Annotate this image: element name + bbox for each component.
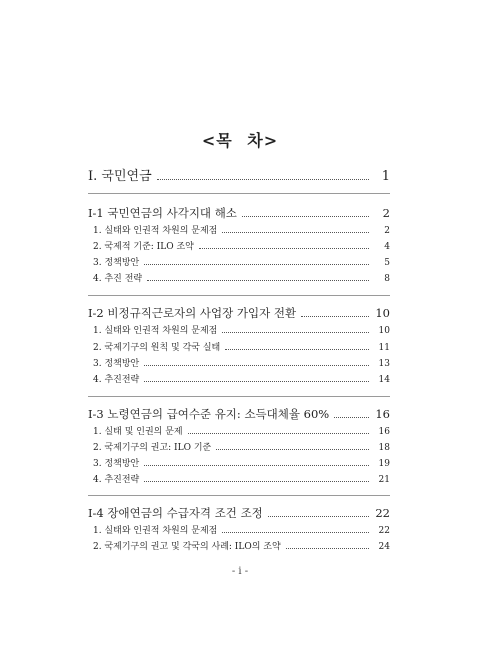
toc-item-label: 2. 국제기구의 권고 및 각국의 사례: ILO의 조약: [93, 542, 281, 552]
dot-leader: [144, 381, 369, 382]
dot-leader: [222, 332, 369, 333]
toc-item: [93, 527, 390, 536]
toc-item-page: 4: [384, 242, 390, 252]
toc-item-label: 3. 정책방안: [93, 359, 140, 369]
toc-item-page: 5: [384, 258, 390, 268]
dot-leader: [199, 248, 369, 249]
toc-item-page: 24: [378, 542, 390, 552]
toc-item-label: 2. 국제기구의 원칙 및 각국 실태: [93, 343, 221, 353]
divider: [88, 193, 390, 194]
toc-item-page: 21: [378, 475, 390, 485]
dot-leader: [222, 232, 369, 233]
toc-item: [93, 327, 390, 336]
toc-chapter-page: 1: [381, 169, 390, 184]
toc-section: [88, 308, 390, 320]
toc-item: [93, 444, 390, 453]
toc-section: [88, 508, 390, 520]
toc-item-page: 10: [378, 326, 390, 336]
dot-leader: [144, 481, 369, 482]
dot-leader: [144, 365, 369, 366]
toc-item-page: 19: [378, 459, 390, 469]
divider: [88, 495, 390, 496]
toc-item-page: 8: [384, 274, 390, 284]
divider: [88, 396, 390, 397]
toc-section-page: 16: [375, 407, 390, 421]
toc-item-page: 22: [378, 526, 390, 536]
toc-item-label: 3. 정책방안: [93, 459, 140, 469]
toc-item: [93, 227, 390, 236]
toc-item-label: 4. 추진전략: [93, 475, 140, 485]
toc-item: [93, 360, 390, 369]
toc-item-label: 4. 추진 전략: [93, 274, 143, 284]
toc-item-label: 4. 추진전략: [93, 375, 140, 385]
toc-item-label: 1. 실태와 인권적 차원의 문제점: [93, 326, 218, 336]
toc-item: [93, 275, 390, 284]
toc-item: [93, 543, 390, 552]
toc-item-label: 1. 실태와 인권적 차원의 문제점: [93, 226, 218, 236]
toc-section-label: Ⅰ-4 장애연금의 수급자격 조건 조정: [88, 506, 263, 520]
toc-chapter-label: Ⅰ. 국민연금: [88, 169, 152, 184]
toc-item-label: 1. 실태와 인권적 차원의 문제점: [93, 526, 218, 536]
toc-title: <목 차>: [201, 131, 279, 150]
dot-leader: [147, 280, 369, 281]
dot-leader: [242, 216, 369, 217]
toc-item-page: 18: [378, 443, 390, 453]
toc-section-label: Ⅰ-1 국민연금의 사각지대 해소: [88, 206, 237, 220]
dot-leader: [268, 516, 369, 517]
dot-leader: [144, 264, 369, 265]
toc-section-page: 10: [375, 306, 390, 320]
dot-leader: [286, 548, 369, 549]
toc-item: [93, 460, 390, 469]
toc-item-label: 1. 실태 및 인권의 문제: [93, 427, 183, 437]
toc-item-page: 13: [378, 359, 390, 369]
dot-leader: [301, 316, 369, 317]
toc-item-label: 3. 정책방안: [93, 258, 140, 268]
divider: [88, 295, 390, 296]
toc-section-label: Ⅰ-2 비정규직근로자의 사업장 가입자 전환: [88, 306, 297, 320]
toc-item-page: 14: [378, 375, 390, 385]
toc-item: [93, 376, 390, 385]
toc-section-page: 22: [375, 506, 390, 520]
dot-leader: [157, 179, 369, 180]
dot-leader: [216, 449, 369, 450]
toc-section-page: 2: [382, 206, 390, 220]
toc-section-label: Ⅰ-3 노령연금의 급여수준 유지: 소득대체율 60%: [88, 407, 330, 421]
toc-item: [93, 243, 390, 252]
page-number-footer: - i -: [231, 566, 249, 577]
dot-leader: [144, 465, 369, 466]
toc-item-page: 16: [378, 427, 390, 437]
toc-item: [93, 344, 390, 353]
toc-item-label: 2. 국제적 기준: ILO 조약: [93, 242, 194, 252]
dot-leader: [222, 532, 369, 533]
toc-item-label: 2. 국제기구의 권고: ILO 기준: [93, 443, 212, 453]
toc-item-page: 11: [378, 343, 390, 353]
toc-item: [93, 259, 390, 268]
dot-leader: [225, 349, 369, 350]
toc-item: [93, 428, 390, 437]
toc-section: [88, 208, 390, 220]
dot-leader: [188, 433, 369, 434]
toc-section: [88, 409, 390, 421]
dot-leader: [334, 417, 369, 418]
toc-item-page: 2: [384, 226, 390, 236]
toc-item: [93, 476, 390, 485]
toc-chapter: [88, 170, 390, 183]
